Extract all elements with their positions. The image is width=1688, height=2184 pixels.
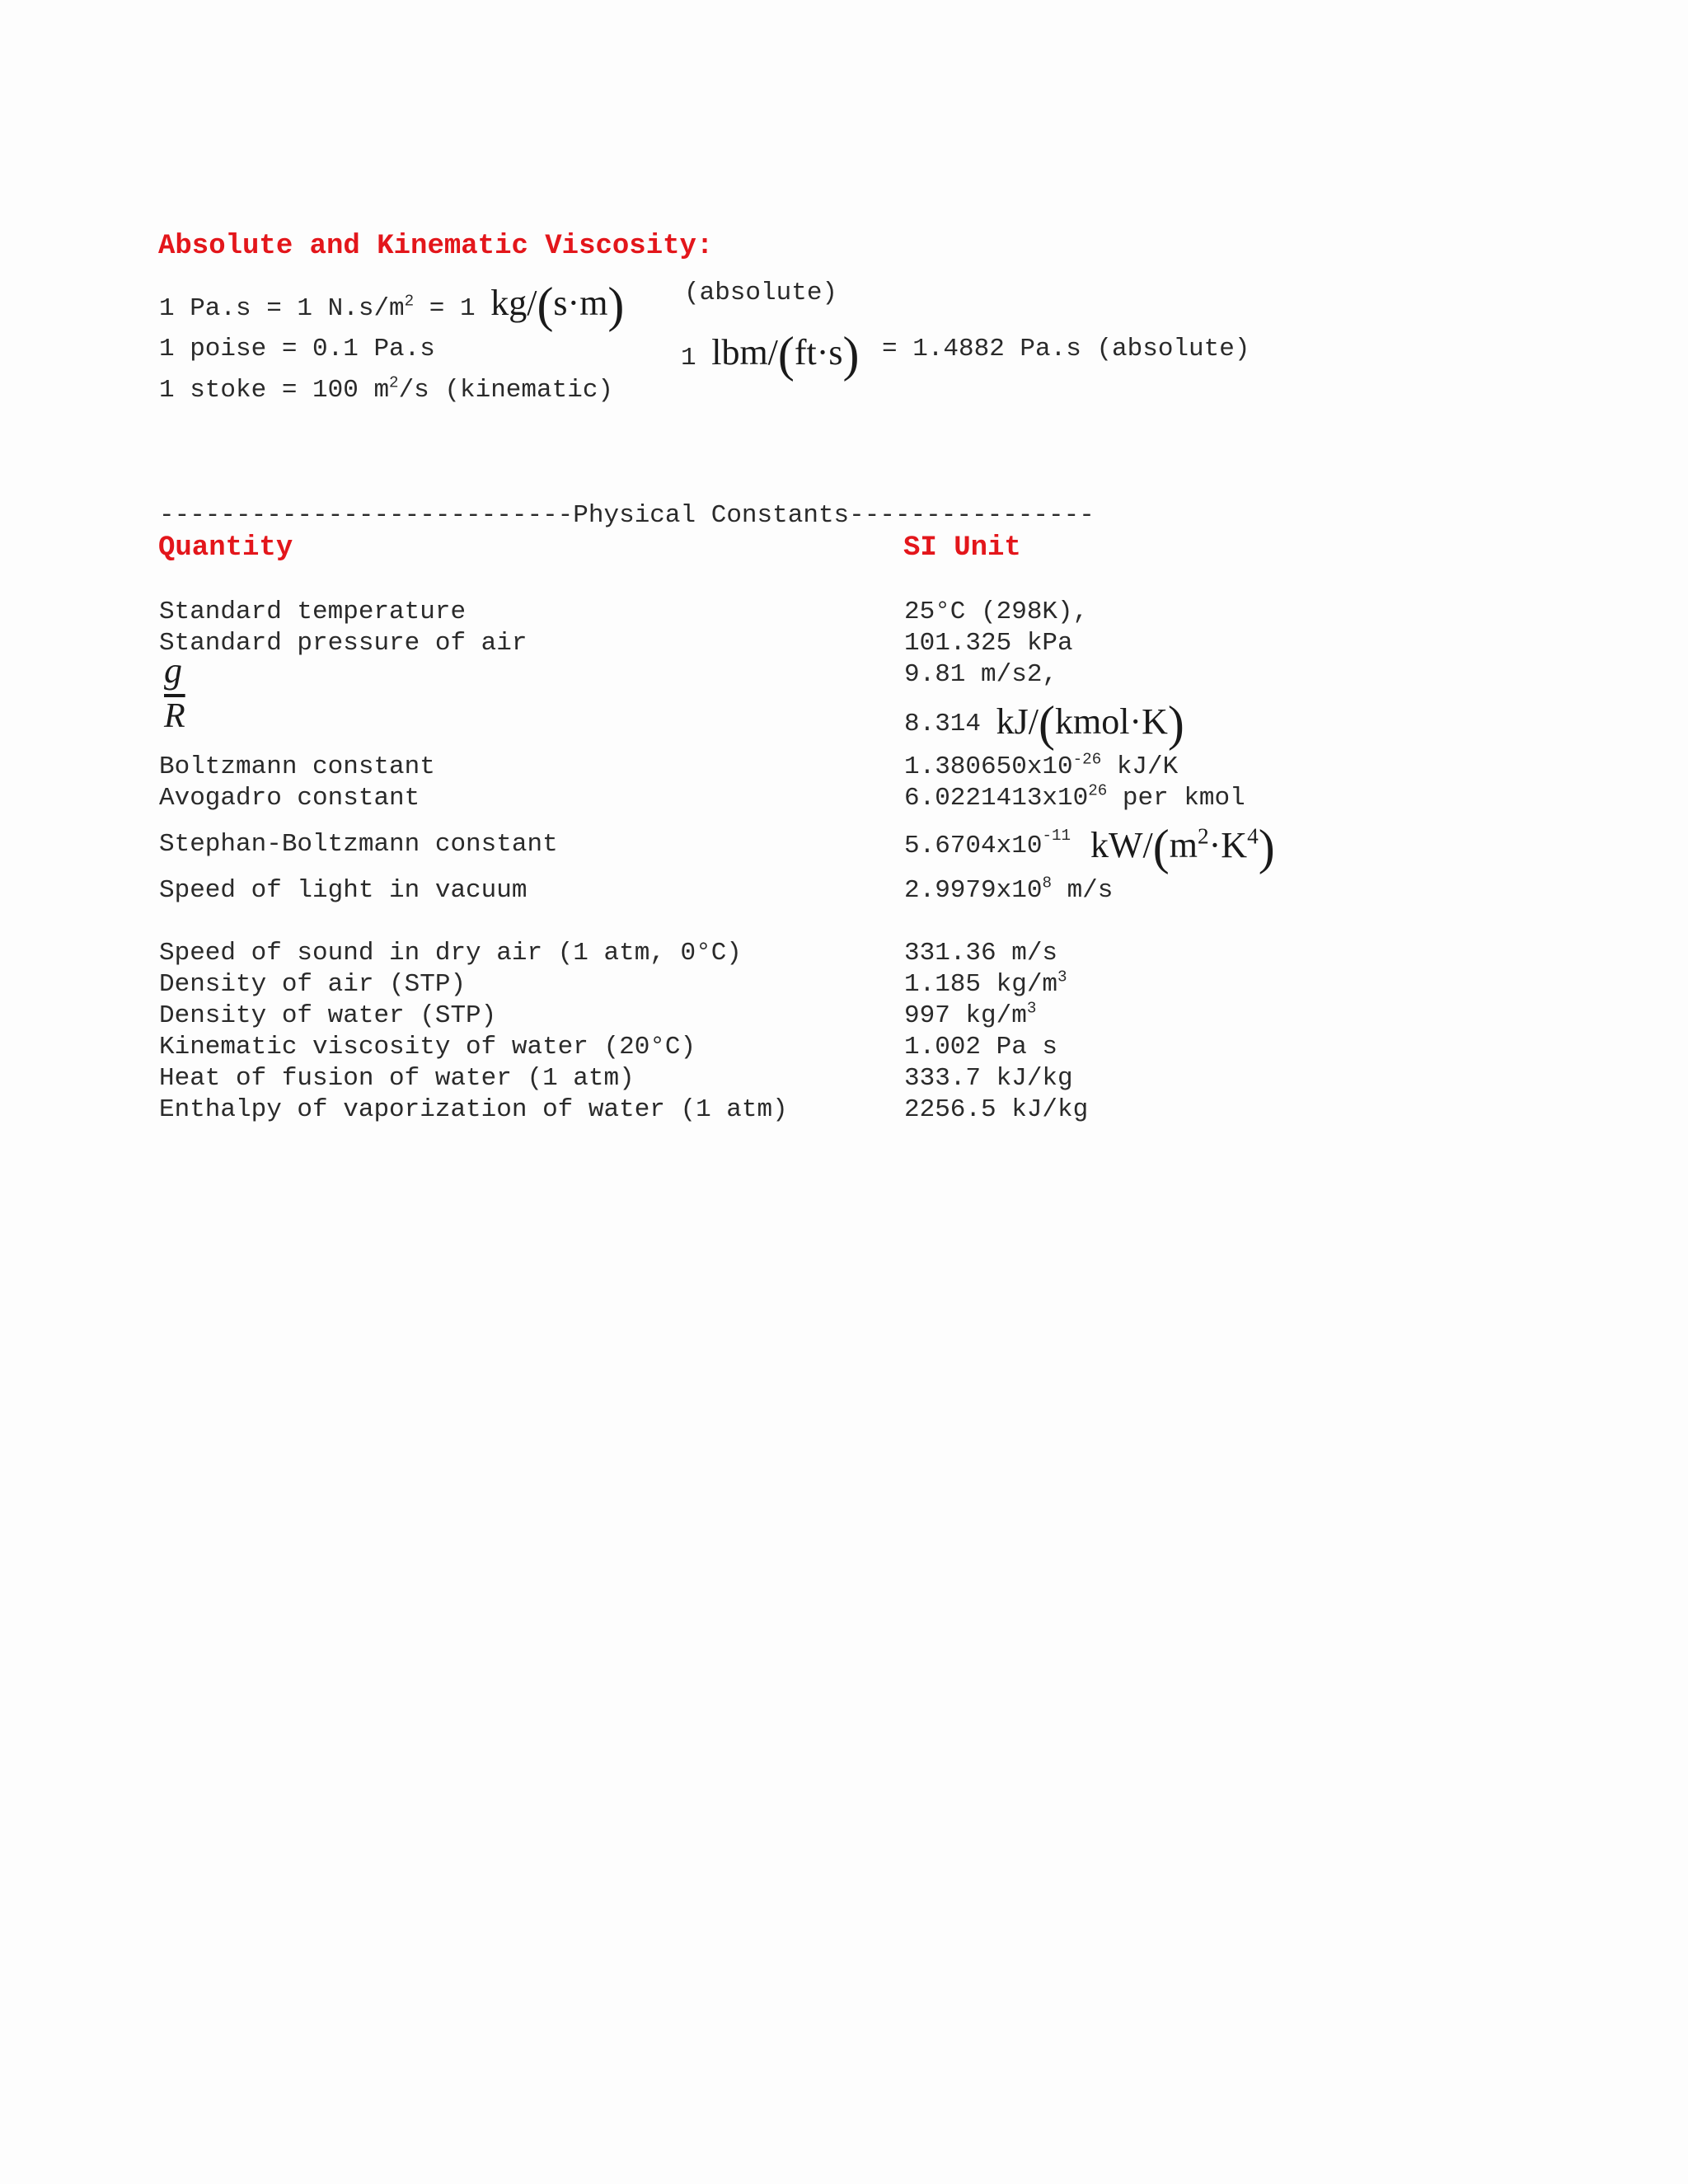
lbm-prefix: 1 xyxy=(681,344,712,373)
quantity-density-air: Density of air (STP) xyxy=(159,970,467,999)
viscosity-line-pa-s xyxy=(159,280,624,330)
boltzmann-mantissa: 1.380650x10 xyxy=(904,752,1073,781)
quantity-heat-of-fusion: Heat of fusion of water (1 atm) xyxy=(159,1064,635,1093)
header-quantity: Quantity xyxy=(158,532,293,564)
value-avogadro xyxy=(904,781,1245,813)
avogadro-mantissa: 6.0221413x10 xyxy=(904,784,1089,813)
stoke-suffix: /s (kinematic) xyxy=(398,376,614,405)
stephan-unit-m: m xyxy=(1169,825,1198,865)
constants-divider xyxy=(159,503,1095,528)
value-speed-of-sound: 331.36 m/s xyxy=(904,939,1058,968)
density-water-number: 997 kg/m xyxy=(904,1001,1027,1030)
quantity-density-water: Density of water (STP) xyxy=(159,1001,497,1030)
light-exponent: 8 xyxy=(1042,874,1052,893)
lbm-definition xyxy=(681,327,860,382)
lbm-equals: = 1.4882 Pa.s (absolute) xyxy=(882,335,1250,363)
r-value-number: 8.314 xyxy=(904,710,996,738)
lbm-unit: lbm/(ft·s) xyxy=(711,327,860,382)
value-standard-pressure: 101.325 kPa xyxy=(904,629,1073,658)
quantity-enthalpy-vaporization: Enthalpy of vaporization of water (1 atm) xyxy=(159,1095,788,1124)
value-kinematic-viscosity: 1.002 Pa s xyxy=(904,1033,1058,1062)
boltzmann-unit: kJ/K xyxy=(1101,752,1179,781)
stephan-unit: $kW/(m^2\cdot K^4)$ xyxy=(1090,820,1275,874)
pa-s-absolute-note: (absolute) xyxy=(684,279,838,307)
stephan-unit-m-exp: 2 xyxy=(1198,823,1209,849)
value-density-air xyxy=(904,968,1067,999)
density-water-exponent: 3 xyxy=(1026,999,1037,1018)
quantity-stephan-boltzmann: Stephan-Boltzmann constant xyxy=(159,830,558,859)
value-speed-of-light xyxy=(904,874,1114,905)
pa-s-definition: 1 Pa.s = 1 N.s/m xyxy=(159,294,405,323)
value-enthalpy-vaporization: 2256.5 kJ/kg xyxy=(904,1095,1089,1124)
quantity-speed-of-sound: Speed of sound in dry air (1 atm, 0°C) xyxy=(159,939,742,968)
r-value-unit: kJ/(kmol·K) xyxy=(996,696,1184,751)
poise-definition: 1 poise = 0.1 Pa.s xyxy=(159,335,435,363)
quantity-standard-pressure: Standard pressure of air xyxy=(159,629,528,658)
light-mantissa: 2.9979x10 xyxy=(904,876,1043,905)
avogadro-unit: per kmol xyxy=(1107,784,1245,813)
lbm-unit-inner: ft·s xyxy=(794,332,843,373)
stephan-unit-text: kW/ xyxy=(1090,825,1153,865)
pa-s-exponent: 2 xyxy=(404,292,415,311)
value-density-water xyxy=(904,999,1037,1030)
avogadro-exponent: 26 xyxy=(1088,781,1108,800)
density-air-number: 1.185 kg/m xyxy=(904,970,1058,999)
stephan-unit-k-exp: 4 xyxy=(1247,823,1259,849)
stephan-exponent: -11 xyxy=(1042,826,1071,845)
quantity-speed-of-light: Speed of light in vacuum xyxy=(159,876,528,905)
r-unit-inner: kmol·K xyxy=(1054,701,1168,742)
pa-s-equals: = 1 xyxy=(414,294,491,323)
r-unit-text: kJ/ xyxy=(996,701,1039,742)
header-si-unit: SI Unit xyxy=(903,532,1021,564)
divider-left: --------------------------- xyxy=(159,501,574,530)
stephan-mantissa: 5.6704x10 xyxy=(904,832,1043,860)
density-air-exponent: 3 xyxy=(1057,968,1067,987)
quantity-boltzmann: Boltzmann constant xyxy=(159,752,435,781)
light-unit: m/s xyxy=(1051,876,1114,905)
boltzmann-exponent: -26 xyxy=(1072,750,1102,769)
viscosity-title: Absolute and Kinematic Viscosity: xyxy=(158,231,714,262)
divider-right: ---------------- xyxy=(849,501,1095,530)
value-standard-temperature: 25°C (298K), xyxy=(904,598,1089,626)
stephan-unit-k: ·K xyxy=(1208,825,1248,865)
pa-s-unit: kg/(s·m) xyxy=(490,278,625,332)
pa-s-unit-kg: kg/ xyxy=(490,283,537,323)
pa-s-unit-sm: s·m xyxy=(553,283,608,323)
value-heat-of-fusion: 333.7 kJ/kg xyxy=(904,1064,1073,1093)
stoke-definition xyxy=(159,373,614,405)
stoke-prefix: 1 stoke = 100 m xyxy=(159,376,390,405)
lbm-unit-text: lbm/ xyxy=(711,332,778,373)
value-g: 9.81 m/s2, xyxy=(904,660,1058,689)
constants-section-title: Physical Constants xyxy=(573,501,850,530)
quantity-standard-temperature: Standard temperature xyxy=(159,598,467,626)
quantity-avogadro: Avogadro constant xyxy=(159,784,420,813)
quantity-g: g xyxy=(164,650,182,691)
value-boltzmann xyxy=(904,750,1179,781)
quantity-kinematic-viscosity: Kinematic viscosity of water (20°C) xyxy=(159,1033,696,1062)
value-r-bar xyxy=(904,696,1184,751)
quantity-r-bar: $\overline{R}$ xyxy=(164,697,185,735)
stoke-exponent: 2 xyxy=(389,373,399,392)
value-stephan-boltzmann xyxy=(904,820,1275,874)
